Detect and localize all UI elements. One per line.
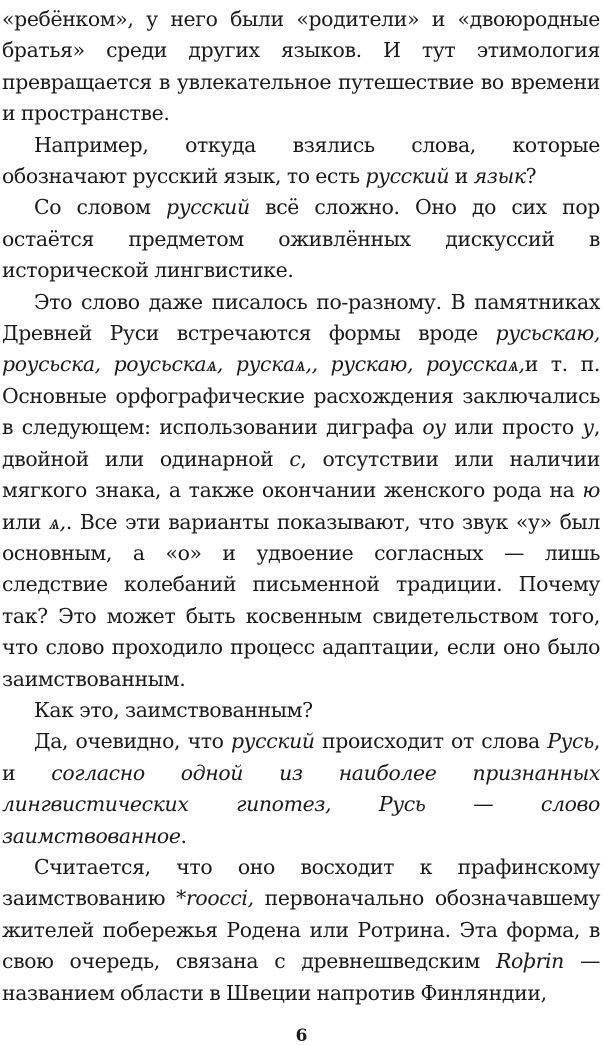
italic-run: русский	[230, 729, 315, 754]
paragraph	[2, 130, 600, 193]
text-run: всё сложно. Оно до сих пор остаётся предметом оживлённых дискуссий в исторической лингвистике.	[2, 195, 600, 283]
italic-run: согласно одной из наиболее признанных лингвистических гипотез, Русь — слово заимствованное	[2, 760, 600, 848]
italic-run: Roþrin	[495, 949, 564, 974]
italic-run: оу	[422, 415, 446, 440]
text-run: Как это, заимствованным?	[34, 697, 313, 722]
italic-run: у	[582, 415, 594, 440]
book-page	[0, 2, 603, 1045]
paragraph	[2, 192, 600, 286]
paragraph	[2, 726, 600, 852]
paragraph	[2, 4, 600, 130]
italic-run: ю	[582, 478, 600, 503]
italic-run: Русь	[547, 729, 594, 754]
italic-run: русский	[365, 164, 450, 189]
text-run: «ребёнком», у него были «родители» и «двоюродные братья» среди других языков. И тут этимология превращается в увлекательное путешествие во времени и пространстве.	[2, 7, 600, 126]
italic-run: *roocci,	[176, 886, 254, 911]
text-run: ?	[525, 164, 537, 189]
italic-run: с	[289, 446, 301, 471]
text-run: , отсутствии или наличии мягкого знака, а также окончании женского рода на	[2, 446, 601, 503]
text-run: Это слово даже писалось по-разному. В памятниках Древней Руси встречаются формы вроде	[2, 289, 600, 346]
body-text	[2, 4, 600, 1009]
text-run: Да, очевидно, что	[34, 729, 231, 754]
text-run: или	[2, 509, 49, 534]
text-run: или просто	[445, 415, 583, 440]
text-run: происходит от слова	[314, 729, 548, 754]
text-run: Считается, что оно восходит к прафинскому заимствованию	[2, 854, 600, 911]
text-run: первоначально обозначавшему жителей побережья Родена или Ротрина. Эта форма, в свою очередь, связана с древнешведским	[2, 886, 600, 974]
page-number: 6	[295, 1026, 308, 1046]
paragraph	[2, 695, 600, 726]
text-run: Со словом	[34, 195, 167, 220]
paragraph	[2, 852, 600, 1009]
text-run: Например, откуда взялись слова, которые обозначают русский язык, то есть	[2, 132, 600, 189]
paragraph	[2, 287, 600, 695]
italic-run: ѧ,	[48, 509, 66, 534]
text-run: . Все эти варианты показывают, что звук «у» был основным, а «о» и удвоение согласных — лишь следствие колебаний письменной традиции. Почему так? Это может быть косвенным свидетельством того, что слово проходило процесс адаптации, если оно было заимствованным.	[2, 509, 600, 691]
text-run: , и	[2, 729, 600, 785]
italic-run: язык	[473, 164, 526, 189]
italic-run: русский	[166, 195, 250, 220]
text-run: , двойной или одинарной	[2, 415, 600, 471]
text-run: и т. п. Основные орфографические расхождения заключались в следующем: использовании диграфа	[2, 352, 600, 440]
text-run: и	[449, 164, 474, 189]
text-run: — названием области в Швеции напротив Финляндии,	[2, 949, 600, 1005]
italic-run: русьскаю, роусьска, роусьскаѧ, рускаѧ,, рускаю, роусскаѧ,	[2, 321, 600, 377]
text-run: .	[180, 823, 187, 848]
